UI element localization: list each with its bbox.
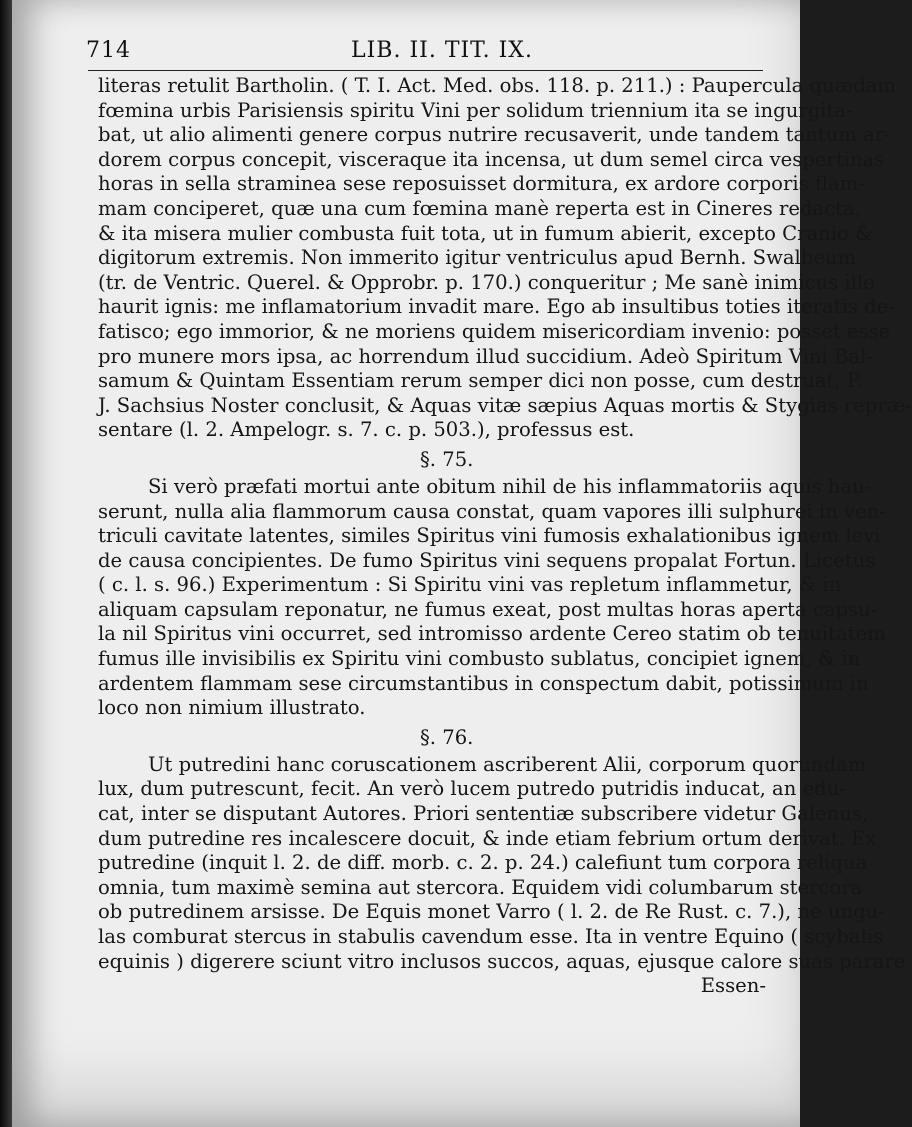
paragraph-section-75 <box>98 474 886 721</box>
paragraph-intro <box>98 74 912 443</box>
text-line: bat, ut alio alimenti genere corpus nutrire recusaverit, unde tandem tantum ar- <box>98 123 891 147</box>
text-line: sentare (l. 2. Ampelogr. s. 7. c. p. 503.), professus est. <box>98 418 635 442</box>
text-line: ardentem flammam sese circumstantibus in conspectum dabit, potissimum in <box>98 671 869 695</box>
text-line: J. Sachsius Noster conclusit, & Aquas vitæ sæpius Aquas mortis & Stygias repræ- <box>98 393 912 417</box>
text-line: aliquam capsulam reponatur, ne fumus exeat, post multas horas aperta capsu- <box>98 597 878 621</box>
page-header <box>86 30 776 70</box>
text-line: triculi cavitate latentes, similes Spiritus vini fumosis exhalationibus ignem levi <box>98 524 881 548</box>
section-heading-76: §. 76. <box>420 725 474 749</box>
text-line: cat, inter se disputant Autores. Priori sententiæ subscribere videtur Galenus, <box>98 802 869 826</box>
text-line: ob putredinem arsisse. De Equis monet Varro ( l. 2. de Re Rust. c. 7.), ne ungu- <box>98 900 885 924</box>
text-line: omnia, tum maximè semina aut stercora. Equidem vidi columbarum stercora <box>98 875 863 899</box>
text-line: dum putredine res incalescere docuit, & inde etiam febrium ortum derivat. Ex <box>98 826 877 850</box>
text-line: serunt, nulla alia flammorum causa constat, quam vapores illi sulphurei in ven- <box>98 499 886 523</box>
running-title: LIB. II. TIT. IX. <box>351 38 533 63</box>
page-number: 714 <box>86 38 131 63</box>
text-line: de causa concipientes. De fumo Spiritus vini sequens propalat Fortun. Licetus <box>98 548 876 572</box>
text-line: mam conciperet, quæ una cum fœmina manè reperta est in Cineres redacta, <box>98 196 861 220</box>
text-line: Si verò præfati mortui ante obitum nihil de his inflammatoriis aquis hau- <box>148 474 872 498</box>
text-line: horas in sella straminea sese reposuisset dormitura, ex ardore corporis flam- <box>98 172 865 196</box>
text-line: Ut putredini hanc coruscationem ascriberent Alii, corporum quorundam <box>148 752 867 776</box>
text-line: pro munere mors ipsa, ac horrendum illud succidium. Adeò Spiritum Vini Bal- <box>98 344 873 368</box>
text-line: haurit ignis: me inflamatorium invadit mare. Ego ab insultibus toties iteratis de- <box>98 295 895 319</box>
text-line: (tr. de Ventric. Querel. & Opprobr. p. 170.) conqueritur ; Me sanè inimicus ille <box>98 270 875 294</box>
text-line: la nil Spiritus vini occurret, sed intromisso ardente Cereo statim ob tenuitatem <box>98 622 886 646</box>
header-rule <box>88 70 763 71</box>
text-line: samum & Quintam Essentiam rerum semper dici non posse, cum destruat, P. <box>98 369 863 393</box>
text-line: fumus ille invisibilis ex Spiritu vini combusto sublatus, concipiet ignem, & in <box>98 647 861 671</box>
text-line: fatisco; ego immorior, & ne moriens quidem misericordiam invenio: posset esse <box>98 319 891 343</box>
text-line: putredine (inquit l. 2. de diff. morb. c. 2. p. 24.) calefiunt tum corpora reliqua <box>98 851 868 875</box>
text-line: loco non nimium illustrato. <box>98 696 366 720</box>
body-text <box>98 74 912 999</box>
text-line: fœmina urbis Parisiensis spiritu Vini per solidum triennium ita se ingurgita- <box>98 98 853 122</box>
text-line: digitorum extremis. Non immerito igitur ventriculus apud Bernh. Swalbeum <box>98 246 857 270</box>
text-line: las comburat stercus in stabulis cavendum esse. Ita in ventre Equino ( scybalis <box>98 925 884 948</box>
text-line: literas retulit Bartholin. ( T. I. Act. Med. obs. 118. p. 211.) : Paupercula quædam <box>98 74 896 97</box>
text-line: & ita misera mulier combusta fuit tota, ut in fumum abierit, excepto Cranio & <box>98 221 873 245</box>
text-line: dorem corpus concepit, visceraque ita incensa, ut dum semel circa vespertinas <box>98 147 885 171</box>
paragraph-section-76 <box>98 752 906 999</box>
section-heading-75: §. 75. <box>420 447 474 471</box>
catchword: Essen- <box>700 974 766 998</box>
text-line: ( c. l. s. 96.) Experimentum : Si Spiritu vini vas repletum inflammetur, & in <box>98 573 842 597</box>
text-line: lux, dum putrescunt, fecit. An verò lucem putredo putridis inducat, an edu- <box>98 777 846 801</box>
binding-gutter <box>0 0 12 1127</box>
text-line: equinis ) digerere sciunt vitro inclusos succos, aquas, ejusque calore suas parare <box>98 949 906 973</box>
